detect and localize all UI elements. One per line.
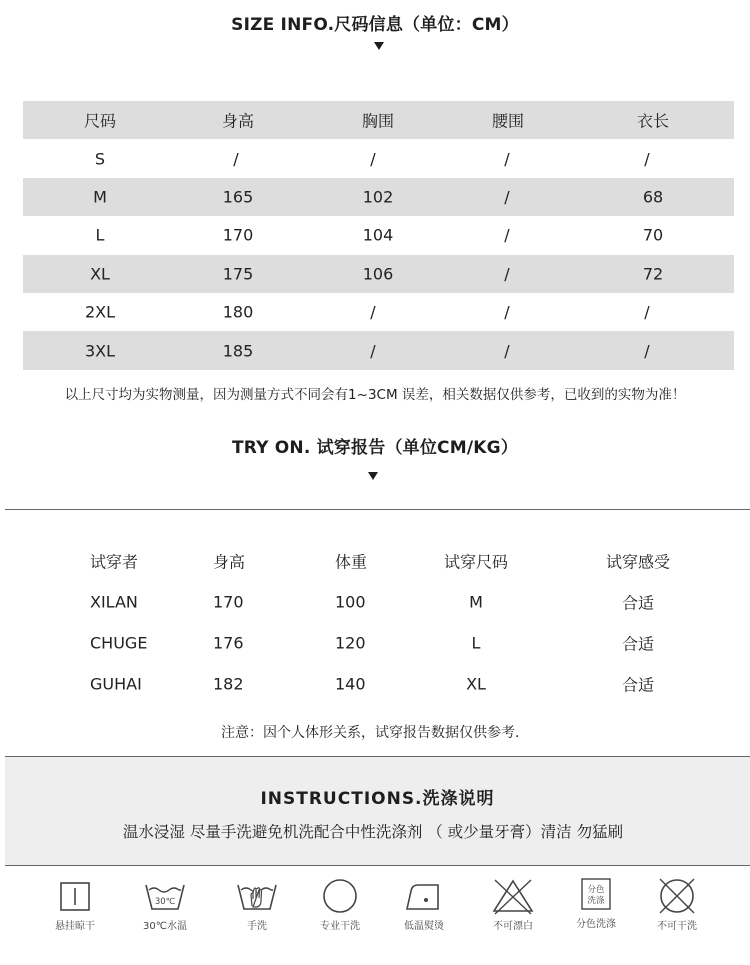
try-header-wearer: 试穿者: [90, 552, 139, 571]
size-cell: /: [504, 225, 510, 245]
care-item: [300, 870, 380, 965]
size-cell: /: [370, 302, 376, 322]
wash-separately-icon: [577, 876, 615, 914]
care-label: 专业干洗: [320, 921, 360, 932]
size-header-height: 身高: [221, 111, 255, 131]
no-dry-clean-icon: [656, 876, 698, 916]
size-cell: /: [644, 302, 650, 322]
care-item: [384, 870, 464, 965]
size-cell: 102: [362, 187, 394, 207]
dry-clean-icon: [321, 876, 359, 914]
size-header-length: 衣长: [636, 111, 670, 131]
care-label: 分色洗涤: [576, 919, 616, 930]
try-cell: CHUGE: [90, 633, 148, 652]
size-header-chest: 胸围: [361, 111, 395, 131]
size-cell: 175: [222, 264, 254, 284]
care-label: 不可干洗: [657, 921, 697, 932]
try-on-arrow-icon: [368, 472, 378, 480]
table-row: [0, 581, 750, 622]
size-cell: S: [94, 149, 106, 169]
size-table: [23, 101, 734, 370]
table-row: [0, 622, 750, 663]
size-cell: 72: [642, 264, 664, 284]
size-cell: /: [644, 149, 650, 169]
size-cell: /: [504, 341, 510, 361]
size-cell: /: [504, 187, 510, 207]
size-cell: /: [233, 149, 239, 169]
size-cell: 104: [362, 225, 394, 245]
divider: [5, 509, 750, 510]
try-header-height: 身高: [213, 552, 246, 571]
care-item: [473, 870, 553, 965]
care-item: [35, 870, 115, 965]
table-row: [23, 216, 734, 254]
size-cell: /: [504, 302, 510, 322]
try-on-table: [0, 540, 750, 704]
instructions-title: INSTRUCTIONS.洗涤说明: [260, 789, 495, 809]
care-label: 低温熨烫: [404, 921, 444, 932]
low-iron-icon: [402, 876, 446, 914]
table-row: [23, 255, 734, 293]
try-cell: GUHAI: [90, 674, 142, 693]
size-table-header: [23, 101, 734, 139]
try-cell: 140: [335, 674, 366, 693]
try-cell: XL: [466, 674, 486, 693]
try-cell: 182: [213, 674, 244, 693]
size-cell: 185: [222, 341, 254, 361]
care-item: [217, 870, 297, 965]
try-cell: 176: [213, 633, 244, 652]
size-cell: 106: [362, 264, 394, 284]
try-on-note: 注意：因个人体形关系，试穿报告数据仅供参考．: [221, 725, 529, 741]
wash-separately-glyph: 洗涤: [587, 896, 605, 906]
care-label: 悬挂晾干: [55, 921, 95, 932]
care-label: 不可漂白: [493, 921, 533, 932]
size-cell: 68: [642, 187, 664, 207]
size-cell: /: [644, 341, 650, 361]
size-header-waist: 腰围: [491, 111, 525, 131]
care-item: [637, 870, 717, 965]
try-cell: 120: [335, 633, 366, 652]
size-cell: M: [93, 187, 107, 207]
try-cell: XILAN: [90, 592, 138, 611]
try-cell: 170: [213, 592, 244, 611]
size-cell: /: [504, 264, 510, 284]
care-icons-row: [0, 870, 750, 965]
size-cell: 3XL: [84, 341, 116, 361]
hang-dry-icon: [56, 876, 94, 914]
size-cell: L: [95, 225, 105, 245]
table-row: [23, 139, 734, 177]
try-cell: L: [471, 633, 481, 652]
size-info-arrow-icon: [374, 42, 384, 50]
instructions-text: 温水浸湿 尽量手洗避免机洗配合中性洗涤剂 （ 或少量牙膏）清洁 勿猛刷: [122, 823, 624, 841]
try-cell: 合适: [621, 593, 655, 612]
care-item: [125, 870, 205, 965]
try-cell: 合适: [621, 675, 655, 694]
wash-30c-icon: [143, 876, 187, 914]
table-row: [0, 663, 750, 704]
size-cell: XL: [90, 264, 110, 284]
size-note: 以上尺寸均为实物测量，因为测量方式不同会有1~3CM 误差，相关数据仅供参考，已收到的实物为准！: [64, 387, 686, 403]
try-header-weight: 体重: [335, 552, 368, 571]
table-row: [23, 293, 734, 331]
size-cell: /: [504, 149, 510, 169]
try-on-title: TRY ON. 试穿报告（单位CM/KG）: [232, 438, 518, 458]
table-row: [23, 331, 734, 369]
try-cell: M: [469, 592, 483, 611]
table-row: [23, 178, 734, 216]
care-label: 手洗: [247, 921, 267, 932]
hand-wash-icon: [235, 876, 279, 914]
no-bleach-icon: [491, 876, 535, 916]
try-cell: 合适: [621, 634, 655, 653]
size-header-size: 尺码: [83, 111, 117, 131]
size-cell: 180: [222, 302, 254, 322]
instructions-panel: [5, 756, 750, 866]
try-header-feel: 试穿感受: [605, 552, 671, 571]
size-cell: /: [370, 149, 376, 169]
size-info-title: SIZE INFO.尺码信息（单位：CM）: [231, 15, 519, 35]
size-cell: 2XL: [84, 302, 116, 322]
care-item: [556, 870, 636, 965]
size-cell: 170: [222, 225, 254, 245]
try-header-size: 试穿尺码: [443, 552, 509, 571]
try-cell: 100: [335, 592, 366, 611]
size-cell: /: [370, 341, 376, 361]
size-cell: 165: [222, 187, 254, 207]
wash-temp-glyph: 30℃: [154, 897, 176, 907]
size-cell: 70: [642, 225, 664, 245]
wash-separately-glyph: 分色: [587, 885, 605, 895]
care-label: 30℃水温: [143, 921, 187, 932]
try-on-header: [0, 540, 750, 581]
